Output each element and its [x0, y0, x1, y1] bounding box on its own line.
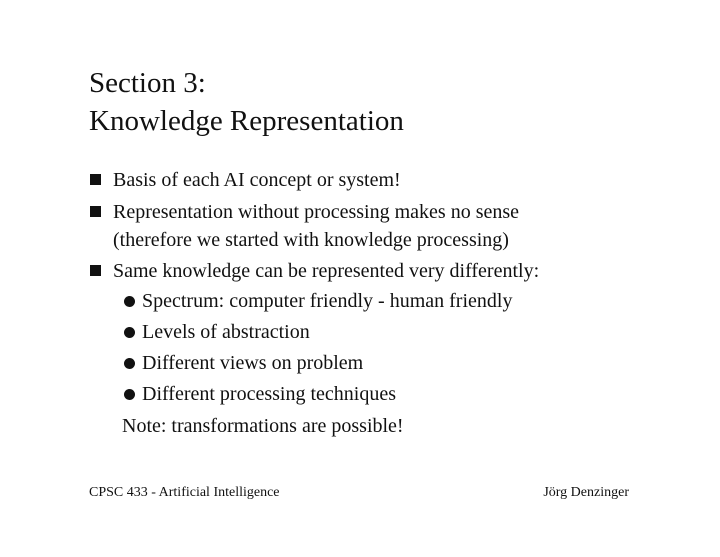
circle-bullet-icon	[124, 296, 135, 307]
sub-bullet-item	[124, 349, 363, 377]
sub-bullet-item	[124, 287, 512, 315]
title-line-1: Section 3:	[89, 67, 206, 99]
slide-title	[89, 64, 404, 140]
bullet-item	[90, 166, 401, 194]
square-bullet-icon	[90, 174, 101, 185]
square-bullet-icon	[90, 206, 101, 217]
sub-bullet-text: Different processing techniques	[142, 383, 396, 405]
sub-bullet-text: Levels of abstraction	[142, 321, 310, 343]
footer-course: CPSC 433 - Artificial Intelligence	[89, 485, 280, 500]
circle-bullet-icon	[124, 327, 135, 338]
bullet-text: Same knowledge can be represented very differently:	[113, 260, 540, 282]
title-line-2: Knowledge Representation	[89, 105, 404, 137]
bullet-item	[90, 257, 539, 285]
sub-bullet-item	[124, 380, 396, 408]
bullet-text: Basis of each AI concept or system!	[113, 169, 401, 191]
square-bullet-icon	[90, 265, 101, 276]
sub-bullet-text: Spectrum: computer friendly - human friendly	[142, 290, 513, 312]
sub-bullet-text: Different views on problem	[142, 352, 364, 374]
circle-bullet-icon	[124, 358, 135, 369]
bullet-item	[90, 198, 519, 254]
bullet-text: Representation without processing makes no sense	[113, 201, 520, 223]
circle-bullet-icon	[124, 389, 135, 400]
footer-author: Jörg Denzinger	[543, 485, 629, 500]
bullet-continuation-text: (therefore we started with knowledge processing)	[113, 229, 509, 251]
note-text: Note: transformations are possible!	[122, 415, 404, 437]
sub-bullet-item	[124, 318, 310, 346]
